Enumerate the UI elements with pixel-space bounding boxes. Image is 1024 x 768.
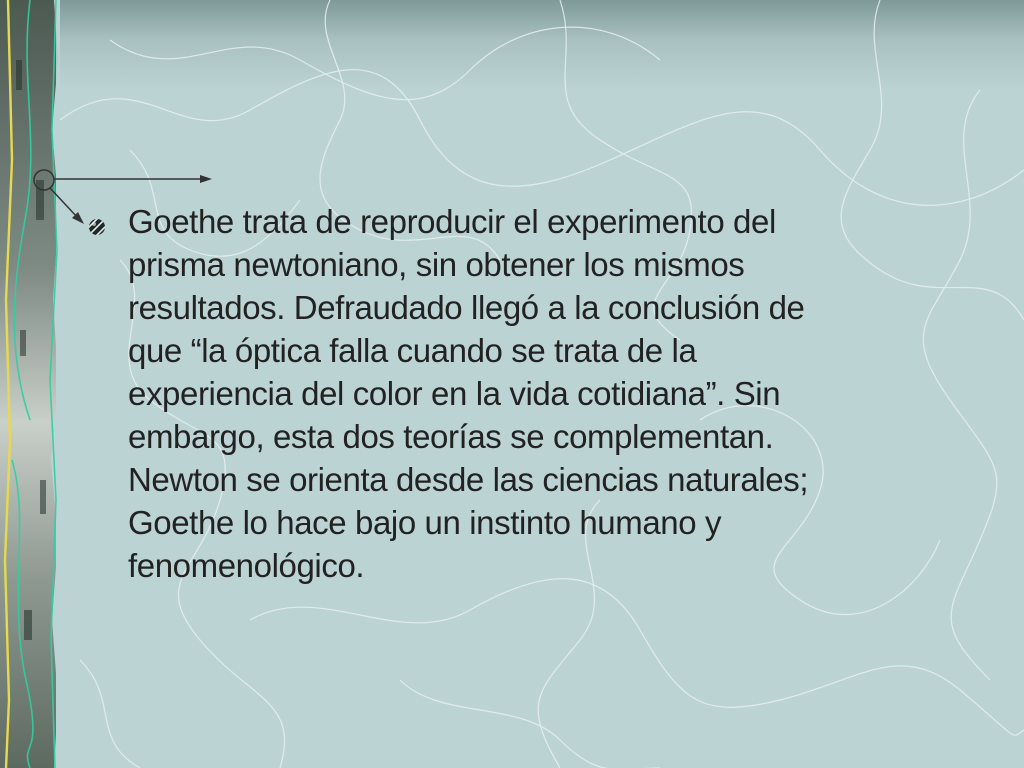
bullet-text: Goethe trata de reproducir el experimento del prisma newtoniano, sin obtener los mismos resultados. Defraudado llegó a la conclusión de que “la óptica falla cuando se trata de la experiencia del color en la vida cotidiana”. Sin embargo, esta dos teorías se complementan. Newton se orienta desde las ciencias naturales; Goethe lo hace bajo un instinto humano y fenomenológico. [128, 203, 809, 584]
striped-sphere-bullet-icon [88, 218, 106, 236]
bullet-item [88, 200, 918, 587]
slide-content [88, 200, 918, 587]
